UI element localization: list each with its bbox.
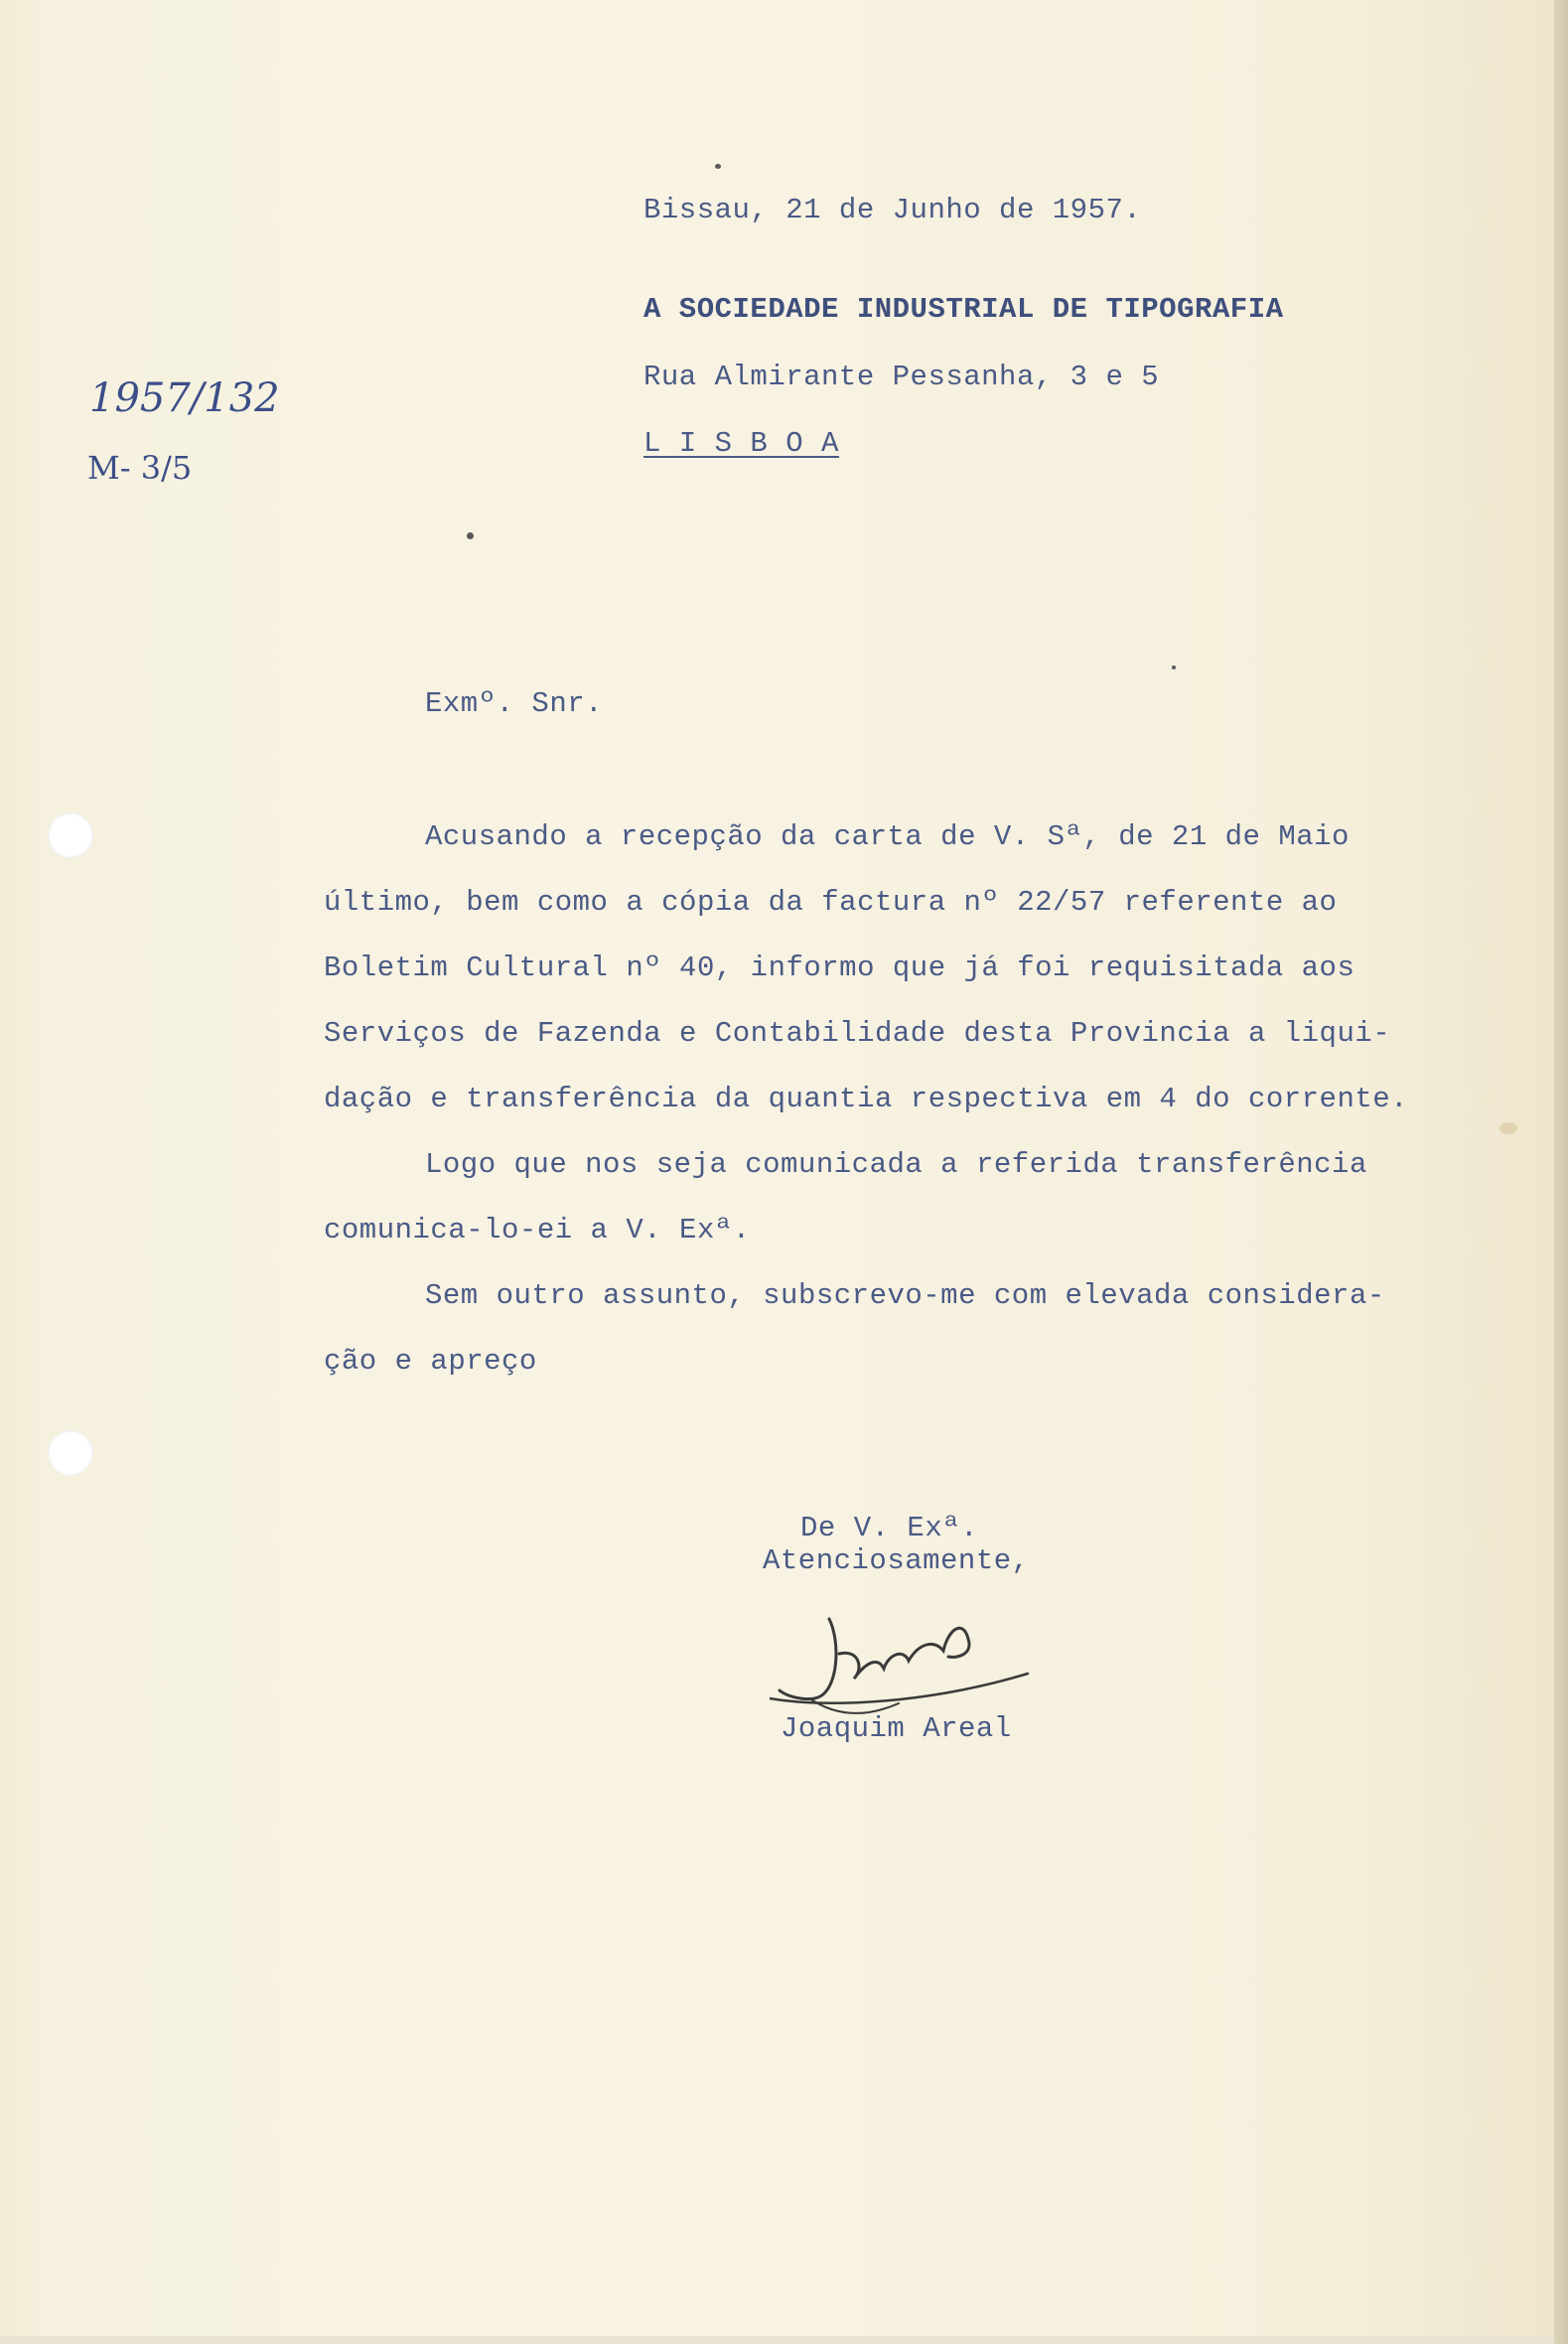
- body-line: último, bem como a cópia da factura nº 22/57 referente ao: [324, 886, 1338, 919]
- body-line: ção e apreço: [324, 1345, 537, 1378]
- file-reference: M- 3/5: [87, 449, 193, 487]
- body-line: Logo que nos seja comunicada a referida transferência: [425, 1148, 1367, 1181]
- speck: [467, 532, 474, 539]
- body-line: Sem outro assunto, subscrevo-me com elevada considera-: [425, 1279, 1385, 1312]
- recipient-name: A SOCIEDADE INDUSTRIAL DE TIPOGRAFIA: [643, 293, 1284, 326]
- speck: [1172, 665, 1176, 669]
- body-line: comunica-lo-ei a V. Exª.: [324, 1214, 751, 1246]
- punch-hole-top: [48, 812, 93, 858]
- punch-hole-bottom: [48, 1430, 93, 1476]
- signature: [770, 1599, 1068, 1718]
- recipient-city: L I S B O A: [643, 427, 839, 460]
- stain: [1499, 1122, 1517, 1134]
- closing-line-2: Atenciosamente,: [763, 1544, 1030, 1577]
- body-line: Serviços de Fazenda e Contabilidade desta Provincia a liqui-: [324, 1017, 1391, 1050]
- body-line: dação e transferência da quantia respectiva em 4 do corrente.: [324, 1083, 1409, 1115]
- reference-number: 1957/132: [89, 375, 280, 421]
- body-line: Boletim Cultural nº 40, informo que já foi requisitada aos: [324, 952, 1355, 984]
- salutation: Exmº. Snr.: [425, 687, 604, 720]
- signatory-name: Joaquim Areal: [781, 1712, 1012, 1745]
- body-line: Acusando a recepção da carta de V. Sª, de 21 de Maio: [425, 820, 1350, 853]
- paper-edge: [1554, 0, 1568, 2344]
- place-date: Bissau, 21 de Junho de 1957.: [643, 194, 1142, 226]
- closing-line-1: De V. Exª.: [800, 1512, 979, 1544]
- recipient-street: Rua Almirante Pessanha, 3 e 5: [643, 361, 1160, 393]
- speck: [715, 164, 721, 169]
